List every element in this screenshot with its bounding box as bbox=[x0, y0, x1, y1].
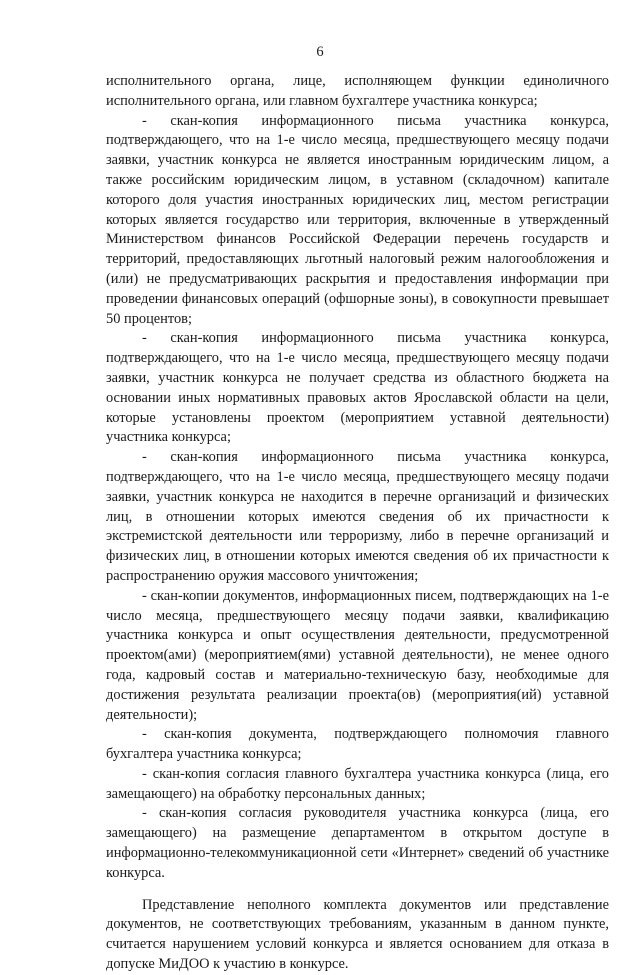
paragraph-continuation: исполнительного органа, лице, исполняющем функции единоличного исполнительного органа, или главном бухгалтере участника конкурса; bbox=[106, 73, 609, 109]
list-item-foreign-entity-letter: - скан-копия информационного письма участника конкурса, подтверждающего, что на 1-е число месяца, предшествующего месяцу подачи заявки, участник конкурса не является иностранным юридическим лицом, а также российским юридическим лицом, в уставном (складочном) капитале которого доля участия иностранных юридических лиц, местом регистрации которых является государство или территория, включенные в утвержденный Министерством финансов Российской Федерации перечень государств и территорий, предоставляющих льготный налоговый режим налогообложения и (или) не предусматривающих раскрытия и предоставления информации при проведении финансовых операций (офшорные зоны), в совокупности превышает 50 процентов; bbox=[106, 112, 609, 327]
list-item-qualification-documents: - скан-копии документов, информационных писем, подтверждающих на 1-е число месяца, предшествующего месяцу подачи заявки, квалификацию участника конкурса и опыт осуществления деятельности, предусмотренной проектом(ами) (мероприятием(ями) уставной деятельности), не менее одного года, кадровый состав и материально-техническую базу, необходимые для достижения результата реализации проекта(ов) (мероприятия(ий) уставной деятельности); bbox=[106, 587, 609, 723]
list-item-budget-funds-letter: - скан-копия информационного письма участника конкурса, подтверждающего, что на 1-е число месяца, предшествующего месяцу подачи заявки, участник конкурса не получает средства из областного бюджета на основании иных нормативных правовых актов Ярославской области на цели, которые установлены проектом (мероприятием уставной деятельности) участника конкурса; bbox=[106, 330, 609, 446]
list-item-accountant-consent: - скан-копия согласия главного бухгалтера участника конкурса (лица, его замещающего) на обработку персональных данных; bbox=[106, 765, 609, 802]
list-item-extremism-letter: - скан-копия информационного письма участника конкурса, подтверждающего, что на 1-е число месяца, предшествующего месяцу подачи заявки, участник конкурса не находится в перечне организаций и физических лиц, в отношении которых имеются сведения об их причастности к экстремистской деятельности или терроризму, либо в перечне организаций и физических лиц, в отношении которых имеются сведения об их причастности к распространению оружия массового уничтожения; bbox=[106, 449, 609, 584]
page-number: 6 bbox=[316, 44, 324, 60]
list-item-director-consent: - скан-копия согласия руководителя участника конкурса (лица, его замещающего) на размещение департаментом в открытом доступе в информационно-телекоммуникационной сети «Интернет» сведений об участнике конкурса. bbox=[106, 805, 609, 881]
paragraph-incomplete-documents: Представление неполного комплекта документов или представление документов, не соответствующих требованиям, указанным в данном пункте, считается нарушением условий конкурса и является основанием для отказа в допуске МиДОО к участию в конкурсе. bbox=[106, 896, 609, 973]
document-body bbox=[106, 72, 609, 975]
list-item-accountant-authority: - скан-копия документа, подтверждающего полномочия главного бухгалтера участника конкурса; bbox=[106, 726, 609, 763]
